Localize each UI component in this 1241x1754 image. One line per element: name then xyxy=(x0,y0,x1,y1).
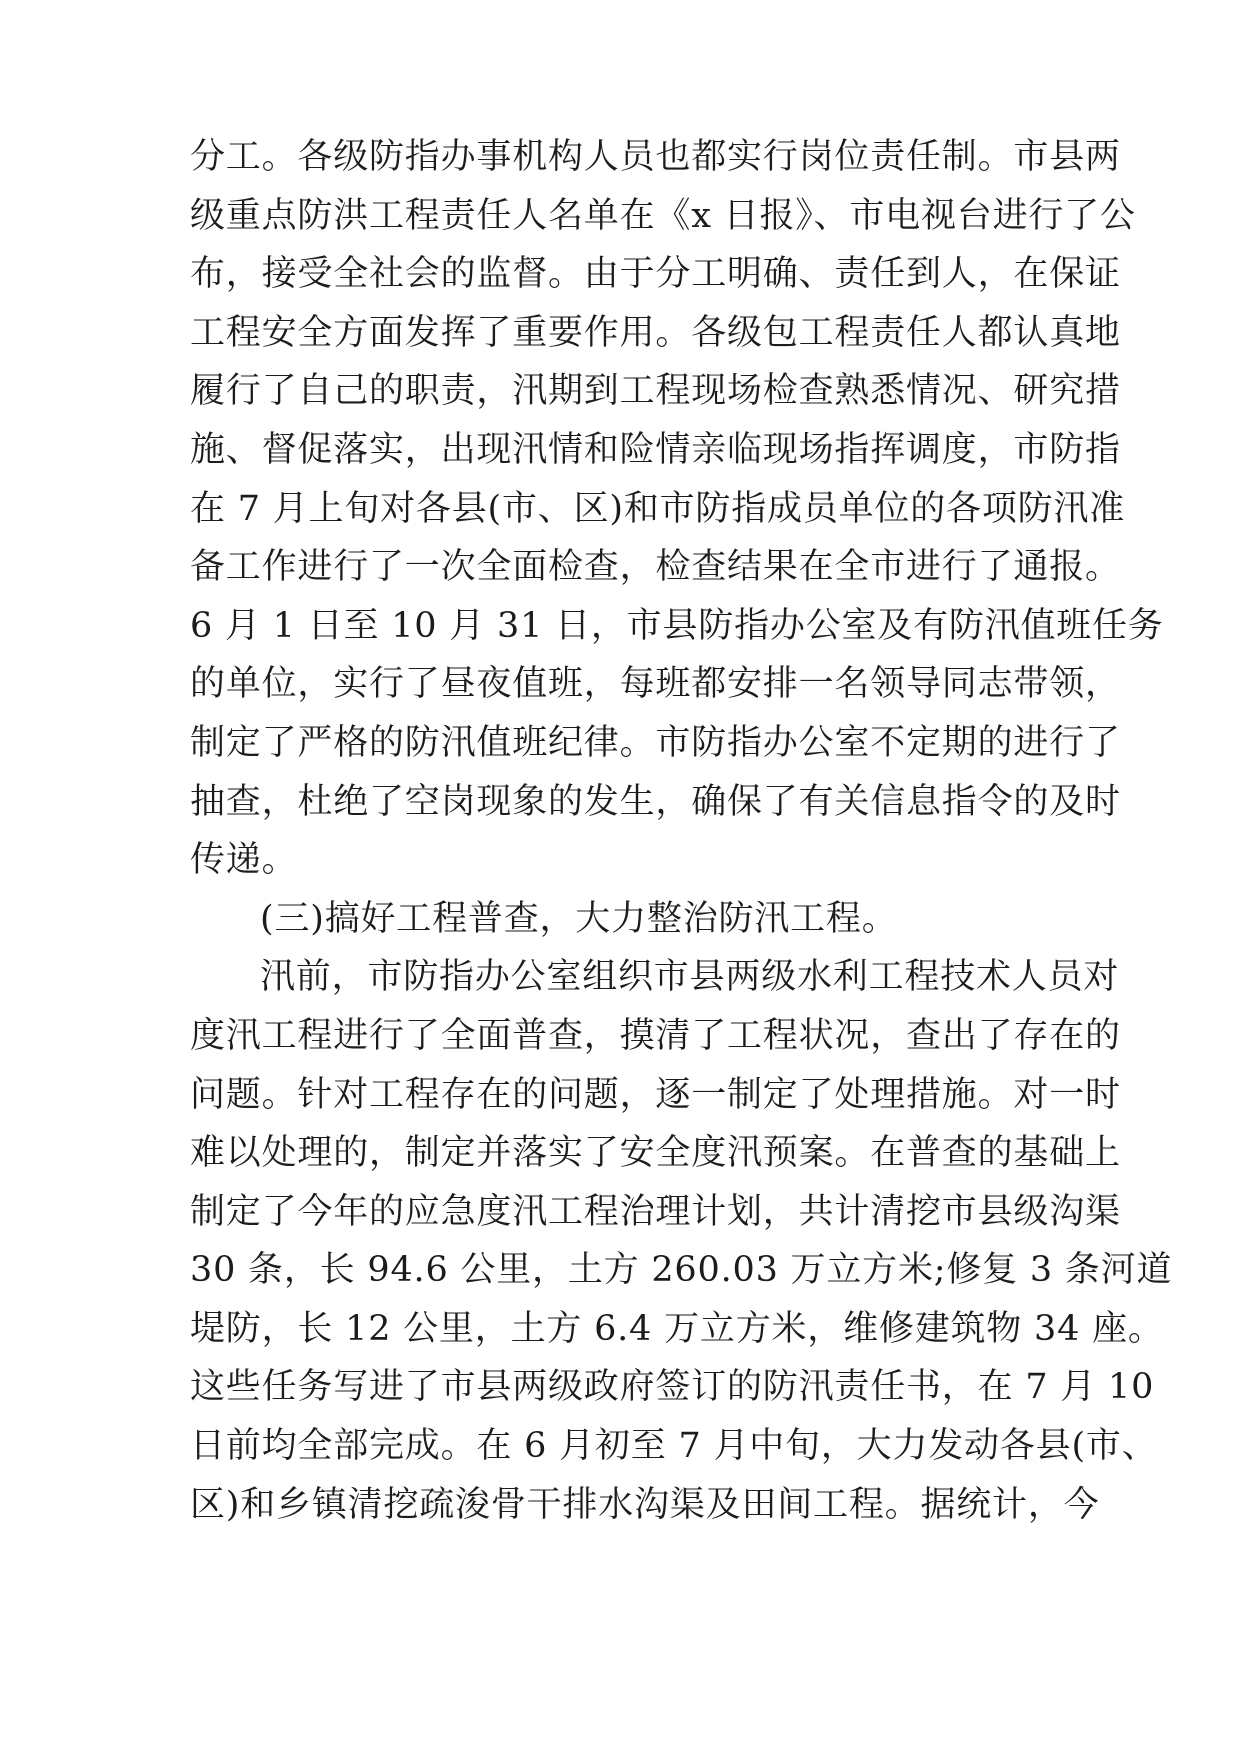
text-line: 问题。针对工程存在的问题，逐一制定了处理措施。对一时 xyxy=(190,1074,1121,1115)
text-line: 履行了自己的职责，汛期到工程现场检查熟悉情况、研究措 xyxy=(190,371,1121,412)
body-text xyxy=(190,128,1173,1534)
text-line: 难以处理的，制定并落实了安全度汛预案。在普查的基础上 xyxy=(190,1133,1121,1174)
paragraph-first-line: 汛前，市防指办公室组织市县两级水利工程技术人员对 xyxy=(260,957,1120,998)
text-line: 级重点防洪工程责任人名单在《x 日报》、市电视台进行了公 xyxy=(190,195,1136,236)
text-line: 在 7 月上旬对各县(市、区)和市防指成员单位的各项防汛准 xyxy=(190,488,1126,529)
text-line: 工程安全方面发挥了重要作用。各级包工程责任人都认真地 xyxy=(190,312,1121,353)
text-line: 6 月 1 日至 10 月 31 日，市县防指办公室及有防汛值班任务 xyxy=(190,605,1164,646)
text-line: 制定了严格的防汛值班纪律。市防指办公室不定期的进行了 xyxy=(190,722,1121,763)
text-line: 制定了今年的应急度汛工程治理计划，共计清挖市县级沟渠 xyxy=(190,1191,1121,1232)
section-heading: (三)搞好工程普查，大力整治防汛工程。 xyxy=(260,898,898,939)
text-line: 布，接受全社会的监督。由于分工明确、责任到人，在保证 xyxy=(190,254,1121,295)
text-line: 传递。 xyxy=(190,840,298,881)
text-line: 这些任务写进了市县两级政府签订的防汛责任书，在 7 月 10 xyxy=(190,1367,1155,1408)
text-line: 日前均全部完成。在 6 月初至 7 月中旬，大力发动各县(市、 xyxy=(190,1426,1158,1467)
text-line: 度汛工程进行了全面普查，摸清了工程状况，查出了存在的 xyxy=(190,1015,1121,1056)
text-line: 的单位，实行了昼夜值班，每班都安排一名领导同志带领， xyxy=(190,664,1121,705)
text-line: 30 条，长 94.6 公里，土方 260.03 万立方米;修复 3 条河道 xyxy=(190,1250,1173,1291)
text-line: 区)和乡镇清挖疏浚骨干排水沟渠及田间工程。据统计，今 xyxy=(190,1484,1100,1525)
text-line: 抽查，杜绝了空岗现象的发生，确保了有关信息指令的及时 xyxy=(190,781,1121,822)
text-line: 施、督促落实，出现汛情和险情亲临现场指挥调度，市防指 xyxy=(190,429,1121,470)
text-line: 备工作进行了一次全面检查，检查结果在全市进行了通报。 xyxy=(190,547,1121,588)
text-line: 分工。各级防指办事机构人员也都实行岗位责任制。市县两 xyxy=(190,137,1121,177)
text-line: 堤防，长 12 公里，土方 6.4 万立方米，维修建筑物 34 座。 xyxy=(190,1308,1164,1349)
